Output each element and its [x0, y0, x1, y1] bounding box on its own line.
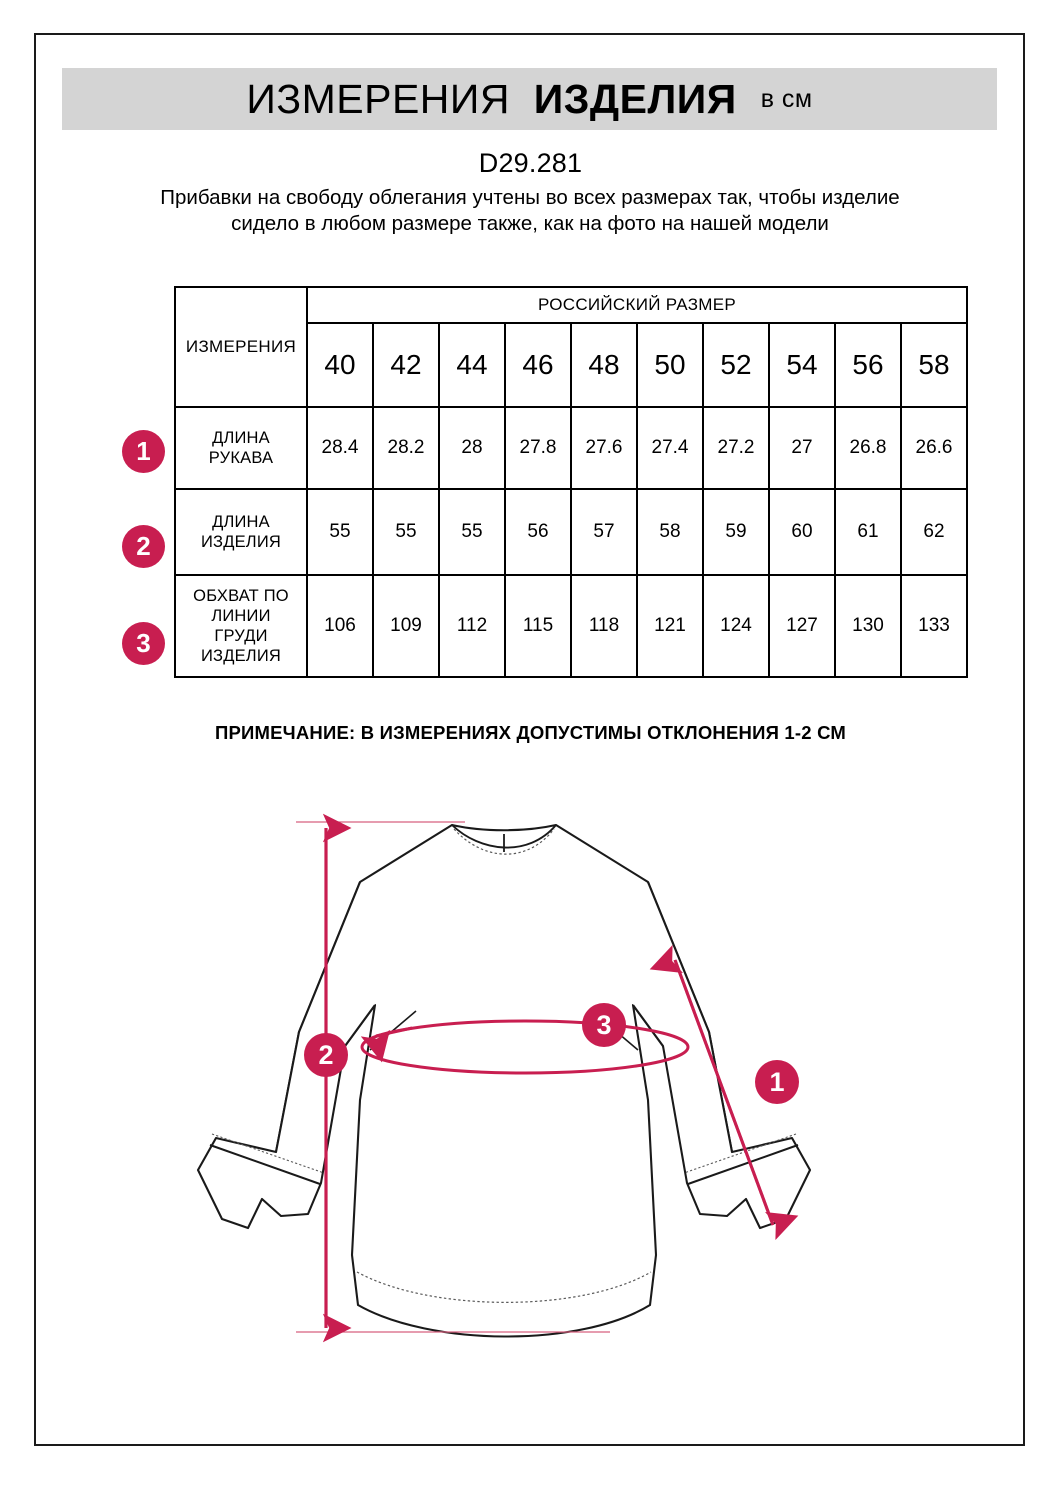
row-label-line-2: ИЗДЕЛИЯ — [200, 533, 281, 551]
cell-chest-56: 130 — [835, 575, 901, 677]
cell-sleeve-40: 28.4 — [307, 407, 373, 489]
row-label-line-1: ДЛИНА — [212, 513, 270, 531]
size-header-4: 48 — [571, 323, 637, 407]
table-corner-label: ИЗМЕРЕНИЯ — [175, 287, 307, 407]
cell-chest-46: 115 — [505, 575, 571, 677]
cell-length-44: 55 — [439, 489, 505, 575]
size-header-8: 56 — [835, 323, 901, 407]
table-header-group-row — [175, 287, 967, 323]
size-header-0: 40 — [307, 323, 373, 407]
title-band — [62, 68, 997, 130]
cell-sleeve-54: 27 — [769, 407, 835, 489]
cell-chest-54: 127 — [769, 575, 835, 677]
row-badge-1: 1 — [122, 430, 165, 473]
size-header-7: 54 — [769, 323, 835, 407]
cell-length-52: 59 — [703, 489, 769, 575]
row-label-line-2: РУКАВА — [208, 449, 274, 467]
row-label-line-4: ИЗДЕЛИЯ — [200, 647, 281, 665]
cell-chest-58: 133 — [901, 575, 967, 677]
table-row — [175, 575, 967, 677]
size-header-2: 44 — [439, 323, 505, 407]
diagram-badge-sleeve-length: 1 — [755, 1060, 799, 1104]
cell-length-48: 57 — [571, 489, 637, 575]
cell-sleeve-58: 26.6 — [901, 407, 967, 489]
size-header-9: 58 — [901, 323, 967, 407]
row-label-line-1: ДЛИНА — [212, 429, 270, 447]
cell-chest-52: 124 — [703, 575, 769, 677]
cell-sleeve-48: 27.6 — [571, 407, 637, 489]
cell-length-46: 56 — [505, 489, 571, 575]
cell-chest-44: 112 — [439, 575, 505, 677]
row-label-garment-length — [175, 489, 307, 575]
sleeve-right — [633, 882, 810, 1228]
diagram-badge-garment-length: 2 — [304, 1033, 348, 1077]
cell-chest-50: 121 — [637, 575, 703, 677]
row-badge-2: 2 — [122, 525, 165, 568]
row-label-line-1: ОБХВАТ ПО — [193, 587, 289, 605]
cell-sleeve-44: 28 — [439, 407, 505, 489]
cell-length-58: 62 — [901, 489, 967, 575]
cell-sleeve-56: 26.8 — [835, 407, 901, 489]
row-label-line-3: ГРУДИ — [214, 627, 268, 645]
size-header-6: 52 — [703, 323, 769, 407]
cell-length-42: 55 — [373, 489, 439, 575]
cell-length-56: 61 — [835, 489, 901, 575]
diagram-badge-chest: 3 — [582, 1003, 626, 1047]
title-spacer — [510, 76, 534, 123]
cell-length-54: 60 — [769, 489, 835, 575]
cell-chest-42: 109 — [373, 575, 439, 677]
table-row — [175, 489, 967, 575]
cell-sleeve-52: 27.2 — [703, 407, 769, 489]
intro-description: Прибавки на свободу облегания учтены во всех размерах так, чтобы изделие сидело в любом размере также, как на фото на нашей модели — [160, 186, 900, 235]
cell-sleeve-42: 28.2 — [373, 407, 439, 489]
cell-sleeve-46: 27.8 — [505, 407, 571, 489]
row-badge-3: 3 — [122, 622, 165, 665]
cell-sleeve-50: 27.4 — [637, 407, 703, 489]
cell-length-40: 55 — [307, 489, 373, 575]
row-label-sleeve-length — [175, 407, 307, 489]
page-title-measurements: ИЗМЕРЕНИЯ — [246, 75, 510, 122]
row-label-line-2: ЛИНИИ — [211, 607, 271, 625]
size-header-5: 50 — [637, 323, 703, 407]
row-label-chest — [175, 575, 307, 677]
product-code: D29.281 — [478, 148, 583, 178]
cell-chest-48: 118 — [571, 575, 637, 677]
page-title-product: ИЗДЕЛИЯ — [533, 75, 737, 122]
sleeve-left — [198, 882, 375, 1228]
cell-chest-40: 106 — [307, 575, 373, 677]
cell-length-50: 58 — [637, 489, 703, 575]
size-header-3: 46 — [505, 323, 571, 407]
size-header-1: 42 — [373, 323, 439, 407]
garment-outline — [276, 825, 732, 1337]
table-row — [175, 407, 967, 489]
size-chart-table — [174, 286, 968, 678]
measurement-note: ПРИМЕЧАНИЕ: В ИЗМЕРЕНИЯХ ДОПУСТИМЫ ОТКЛОНЕНИЯ 1-2 СМ — [214, 722, 847, 743]
table-size-group-header: РОССИЙСКИЙ РАЗМЕР — [307, 287, 967, 323]
title-units: в см — [760, 84, 813, 113]
